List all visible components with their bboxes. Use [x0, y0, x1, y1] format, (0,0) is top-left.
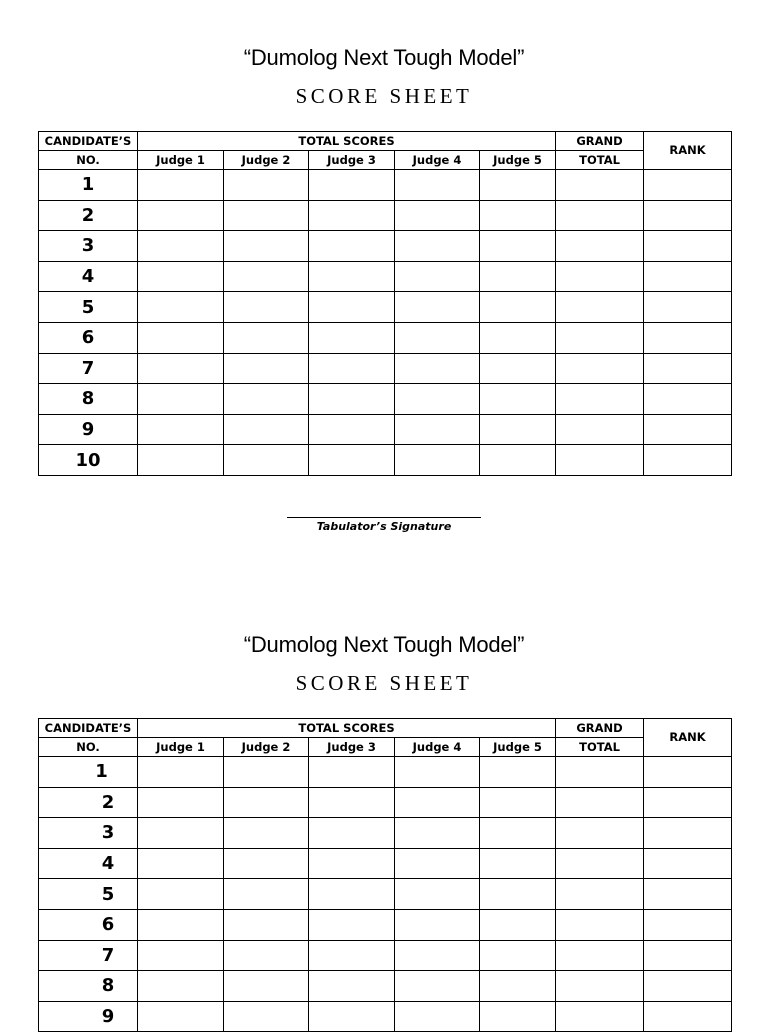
candidate-number: 9	[39, 1001, 138, 1032]
judge-3-score-cell[interactable]	[309, 879, 395, 910]
event-title: “Dumolog Next Tough Model”	[243, 632, 525, 657]
grand-total-cell[interactable]	[556, 445, 644, 476]
rank-cell[interactable]	[644, 818, 732, 849]
judge-5-score-cell[interactable]	[480, 1001, 556, 1032]
candidate-number: 4	[39, 848, 138, 879]
signature-label: Tabulator’s Signature	[316, 520, 452, 533]
judge-5-score-cell[interactable]	[480, 414, 556, 445]
candidate-number: 3	[39, 818, 138, 849]
grand-total-cell[interactable]	[556, 292, 644, 323]
table-row	[39, 445, 732, 476]
candidate-number: 10	[39, 445, 138, 476]
judge-3-score-cell[interactable]	[309, 940, 395, 971]
judge-4-score-cell[interactable]	[395, 353, 480, 384]
score-table	[38, 718, 732, 1032]
table-row	[39, 200, 732, 231]
judge-4-score-cell[interactable]	[395, 940, 480, 971]
candidate-number: 6	[39, 322, 138, 353]
judge-5-score-cell[interactable]	[480, 818, 556, 849]
judge-4-score-cell[interactable]	[395, 170, 480, 201]
judge-3-score-cell[interactable]	[309, 445, 395, 476]
signature-block	[0, 505, 768, 533]
judge-5-score-cell[interactable]	[480, 353, 556, 384]
judge-3-score-cell[interactable]	[309, 1001, 395, 1032]
judge-2-score-cell[interactable]	[224, 1001, 309, 1032]
rank-header: RANK	[644, 132, 732, 170]
judge-4-score-cell[interactable]	[395, 787, 480, 818]
judge-2-score-cell[interactable]	[224, 909, 309, 940]
candidate-number: 1	[39, 757, 138, 788]
judge-2-score-cell[interactable]	[224, 414, 309, 445]
judge-2-score-cell[interactable]	[224, 879, 309, 910]
judge-4-score-cell[interactable]	[395, 818, 480, 849]
judge-5-score-cell[interactable]	[480, 231, 556, 262]
judge-5-score-cell[interactable]	[480, 909, 556, 940]
judge-5-score-cell[interactable]	[480, 848, 556, 879]
rank-cell[interactable]	[644, 757, 732, 788]
total-scores-header: TOTAL SCORES	[138, 132, 556, 151]
grand-total-cell[interactable]	[556, 909, 644, 940]
grand-total-cell[interactable]	[556, 1001, 644, 1032]
candidate-number: 5	[39, 292, 138, 323]
grand-total-cell[interactable]	[556, 757, 644, 788]
judge-3-score-cell[interactable]	[309, 757, 395, 788]
judge-4-score-cell[interactable]	[395, 200, 480, 231]
judge-5-score-cell[interactable]	[480, 787, 556, 818]
judge-2-score-cell[interactable]	[224, 231, 309, 262]
judge-3-score-cell[interactable]	[309, 231, 395, 262]
candidate-no-header-line2: NO.	[39, 738, 138, 757]
judge-1-score-cell[interactable]	[138, 353, 224, 384]
rank-cell[interactable]	[644, 971, 732, 1002]
judge-5-header: Judge 5	[480, 738, 556, 757]
event-title: “Dumolog Next Tough Model”	[243, 45, 525, 70]
judge-3-score-cell[interactable]	[309, 353, 395, 384]
judge-1-score-cell[interactable]	[138, 757, 224, 788]
judge-5-score-cell[interactable]	[480, 445, 556, 476]
candidate-rows	[39, 170, 732, 476]
judge-3-score-cell[interactable]	[309, 848, 395, 879]
judge-4-score-cell[interactable]	[395, 414, 480, 445]
table-row	[39, 231, 732, 262]
grand-total-cell[interactable]	[556, 200, 644, 231]
judge-3-score-cell[interactable]	[309, 787, 395, 818]
rank-cell[interactable]	[644, 940, 732, 971]
judge-4-header: Judge 4	[395, 151, 480, 170]
table-row	[39, 322, 732, 353]
sheet-title: SCORE SHEET	[295, 671, 473, 695]
judge-5-score-cell[interactable]	[480, 322, 556, 353]
sheet-title: SCORE SHEET	[295, 84, 473, 108]
rank-cell[interactable]	[644, 170, 732, 201]
judge-4-score-cell[interactable]	[395, 231, 480, 262]
judge-4-score-cell[interactable]	[395, 445, 480, 476]
judge-1-header: Judge 1	[138, 738, 224, 757]
judge-3-score-cell[interactable]	[309, 971, 395, 1002]
judge-4-score-cell[interactable]	[395, 1001, 480, 1032]
judge-2-score-cell[interactable]	[224, 971, 309, 1002]
judge-2-score-cell[interactable]	[224, 322, 309, 353]
table-row	[39, 909, 732, 940]
candidate-no-header-line1: CANDIDATE’S	[39, 132, 138, 151]
table-row	[39, 384, 732, 415]
judge-2-score-cell[interactable]	[224, 848, 309, 879]
judge-3-score-cell[interactable]	[309, 909, 395, 940]
grand-total-cell[interactable]	[556, 848, 644, 879]
judge-1-score-cell[interactable]	[138, 384, 224, 415]
table-row	[39, 971, 732, 1002]
judge-1-score-cell[interactable]	[138, 445, 224, 476]
judge-2-score-cell[interactable]	[224, 940, 309, 971]
rank-cell[interactable]	[644, 384, 732, 415]
table-row	[39, 787, 732, 818]
judge-4-score-cell[interactable]	[395, 879, 480, 910]
grand-total-header-line2: TOTAL	[556, 738, 644, 757]
table-row	[39, 879, 732, 910]
judge-1-score-cell[interactable]	[138, 231, 224, 262]
judge-1-score-cell[interactable]	[138, 940, 224, 971]
grand-total-cell[interactable]	[556, 818, 644, 849]
table-row	[39, 940, 732, 971]
rank-cell[interactable]	[644, 909, 732, 940]
judge-1-score-cell[interactable]	[138, 292, 224, 323]
judge-5-score-cell[interactable]	[480, 879, 556, 910]
judge-2-score-cell[interactable]	[224, 787, 309, 818]
judge-5-score-cell[interactable]	[480, 170, 556, 201]
grand-total-cell[interactable]	[556, 322, 644, 353]
rank-cell[interactable]	[644, 787, 732, 818]
judge-3-score-cell[interactable]	[309, 261, 395, 292]
candidate-rows	[39, 757, 732, 1032]
table-row	[39, 292, 732, 323]
judge-1-score-cell[interactable]	[138, 787, 224, 818]
judge-4-score-cell[interactable]	[395, 384, 480, 415]
judge-2-score-cell[interactable]	[224, 818, 309, 849]
judge-4-score-cell[interactable]	[395, 848, 480, 879]
judge-2-score-cell[interactable]	[224, 261, 309, 292]
judge-2-score-cell[interactable]	[224, 384, 309, 415]
judge-3-score-cell[interactable]	[309, 414, 395, 445]
judge-1-score-cell[interactable]	[138, 200, 224, 231]
grand-total-cell[interactable]	[556, 170, 644, 201]
judge-4-header: Judge 4	[395, 738, 480, 757]
rank-cell[interactable]	[644, 414, 732, 445]
rank-cell[interactable]	[644, 848, 732, 879]
table-row	[39, 818, 732, 849]
table-row	[39, 1001, 732, 1032]
grand-total-cell[interactable]	[556, 971, 644, 1002]
grand-total-cell[interactable]	[556, 384, 644, 415]
table-row	[39, 848, 732, 879]
judge-3-header: Judge 3	[309, 151, 395, 170]
judge-1-score-cell[interactable]	[138, 1001, 224, 1032]
candidate-number: 7	[39, 940, 138, 971]
judge-1-header: Judge 1	[138, 151, 224, 170]
candidate-no-header-line1: CANDIDATE’S	[39, 719, 138, 738]
candidate-number: 8	[39, 971, 138, 1002]
judge-2-score-cell[interactable]	[224, 757, 309, 788]
grand-total-header-line2: TOTAL	[556, 151, 644, 170]
judge-5-score-cell[interactable]	[480, 971, 556, 1002]
judge-3-header: Judge 3	[309, 738, 395, 757]
judge-4-score-cell[interactable]	[395, 757, 480, 788]
judge-1-score-cell[interactable]	[138, 879, 224, 910]
rank-cell[interactable]	[644, 445, 732, 476]
judge-4-score-cell[interactable]	[395, 909, 480, 940]
judge-5-score-cell[interactable]	[480, 384, 556, 415]
score-table	[38, 131, 732, 476]
candidate-number: 6	[39, 909, 138, 940]
judge-2-score-cell[interactable]	[224, 292, 309, 323]
table-row	[39, 261, 732, 292]
judge-4-score-cell[interactable]	[395, 261, 480, 292]
judge-3-score-cell[interactable]	[309, 322, 395, 353]
candidate-number: 5	[39, 879, 138, 910]
grand-total-header-line1: GRAND	[556, 719, 644, 738]
judge-2-score-cell[interactable]	[224, 200, 309, 231]
judge-1-score-cell[interactable]	[138, 818, 224, 849]
grand-total-cell[interactable]	[556, 787, 644, 818]
judge-3-score-cell[interactable]	[309, 170, 395, 201]
candidate-no-header-line2: NO.	[39, 151, 138, 170]
judge-1-score-cell[interactable]	[138, 322, 224, 353]
judge-5-score-cell[interactable]	[480, 292, 556, 323]
rank-cell[interactable]	[644, 231, 732, 262]
judge-1-score-cell[interactable]	[138, 170, 224, 201]
rank-header: RANK	[644, 719, 732, 757]
judge-1-score-cell[interactable]	[138, 414, 224, 445]
grand-total-header-line1: GRAND	[556, 132, 644, 151]
candidate-number: 1	[39, 170, 138, 201]
grand-total-cell[interactable]	[556, 879, 644, 910]
candidate-number: 7	[39, 353, 138, 384]
candidate-number: 4	[39, 261, 138, 292]
grand-total-cell[interactable]	[556, 261, 644, 292]
judge-3-score-cell[interactable]	[309, 384, 395, 415]
total-scores-header: TOTAL SCORES	[138, 719, 556, 738]
rank-cell[interactable]	[644, 353, 732, 384]
judge-5-score-cell[interactable]	[480, 261, 556, 292]
judge-1-score-cell[interactable]	[138, 848, 224, 879]
judge-3-score-cell[interactable]	[309, 292, 395, 323]
signature-line	[287, 517, 481, 518]
grand-total-cell[interactable]	[556, 231, 644, 262]
rank-cell[interactable]	[644, 879, 732, 910]
grand-total-cell[interactable]	[556, 414, 644, 445]
judge-3-score-cell[interactable]	[309, 818, 395, 849]
table-row	[39, 353, 732, 384]
judge-5-header: Judge 5	[480, 151, 556, 170]
judge-4-score-cell[interactable]	[395, 971, 480, 1002]
judge-4-score-cell[interactable]	[395, 322, 480, 353]
judge-2-score-cell[interactable]	[224, 170, 309, 201]
grand-total-cell[interactable]	[556, 940, 644, 971]
candidate-number: 3	[39, 231, 138, 262]
judge-2-header: Judge 2	[224, 738, 309, 757]
judge-1-score-cell[interactable]	[138, 261, 224, 292]
rank-cell[interactable]	[644, 261, 732, 292]
candidate-number: 2	[39, 200, 138, 231]
rank-cell[interactable]	[644, 292, 732, 323]
judge-1-score-cell[interactable]	[138, 909, 224, 940]
rank-cell[interactable]	[644, 1001, 732, 1032]
candidate-number: 9	[39, 414, 138, 445]
judge-1-score-cell[interactable]	[138, 971, 224, 1002]
judge-2-header: Judge 2	[224, 151, 309, 170]
judge-3-score-cell[interactable]	[309, 200, 395, 231]
judge-5-score-cell[interactable]	[480, 940, 556, 971]
judge-4-score-cell[interactable]	[395, 292, 480, 323]
candidate-number: 8	[39, 384, 138, 415]
judge-5-score-cell[interactable]	[480, 200, 556, 231]
judge-5-score-cell[interactable]	[480, 757, 556, 788]
judge-2-score-cell[interactable]	[224, 353, 309, 384]
table-row	[39, 170, 732, 201]
grand-total-cell[interactable]	[556, 353, 644, 384]
candidate-number: 2	[39, 787, 138, 818]
rank-cell[interactable]	[644, 322, 732, 353]
table-row	[39, 757, 732, 788]
judge-2-score-cell[interactable]	[224, 445, 309, 476]
rank-cell[interactable]	[644, 200, 732, 231]
table-row	[39, 414, 732, 445]
